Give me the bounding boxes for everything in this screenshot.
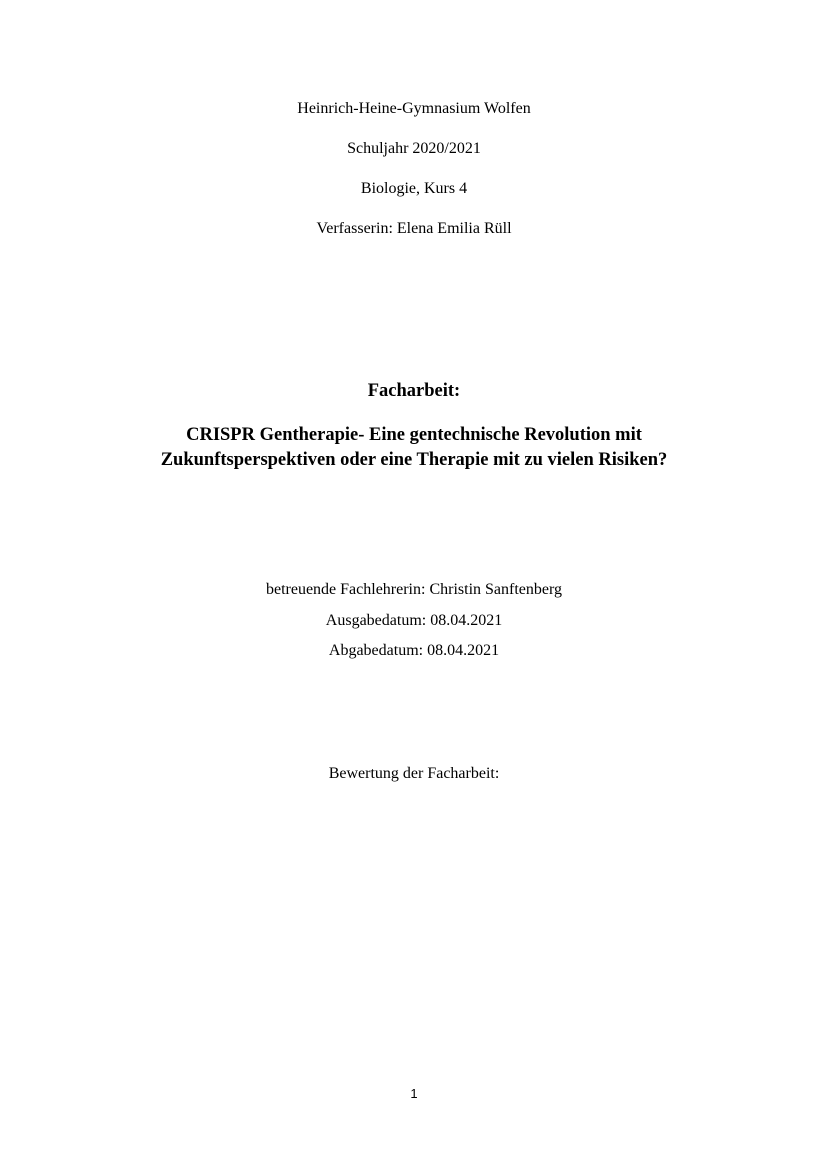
document-type-heading: Facharbeit: bbox=[367, 381, 461, 401]
school-name: Heinrich-Heine-Gymnasium Wolfen bbox=[297, 100, 531, 117]
page-number: 1 bbox=[410, 1086, 418, 1101]
document-title-line-2: Zukunftsperspektiven oder eine Therapie mit zu vielen Risiken? bbox=[160, 450, 668, 470]
school-year: Schuljahr 2020/2021 bbox=[347, 140, 481, 157]
issue-date-line: Ausgabedatum: 08.04.2021 bbox=[325, 612, 503, 629]
evaluation-label: Bewertung der Facharbeit: bbox=[328, 765, 500, 782]
course-name: Biologie, Kurs 4 bbox=[360, 180, 468, 197]
supervisor-line: betreuende Fachlehrerin: Christin Sanftenberg bbox=[265, 581, 563, 598]
document-title-line-1: CRISPR Gentherapie- Eine gentechnische Revolution mit bbox=[186, 425, 642, 445]
submission-date-line: Abgabedatum: 08.04.2021 bbox=[328, 642, 500, 659]
author-line: Verfasserin: Elena Emilia Rüll bbox=[316, 220, 512, 237]
